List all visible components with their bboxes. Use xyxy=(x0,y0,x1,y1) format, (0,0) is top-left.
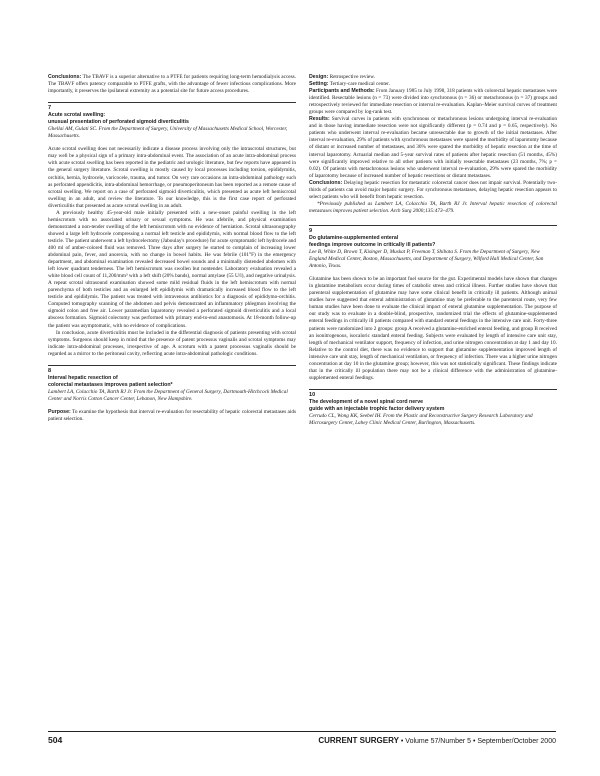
section-7-paragraph-2: A previously healthy 45-year-old male initially presented with a new-onset painful swelling in the left hemiscrotum with no associated urinary or sexual symptoms. He was afebrile, and physical examination demonstrated a non-tender swelling of the left hemiscrotum with no evidence of herniation. Scrotal ultrasonography showed a large left hydrocele compressing a normal left testicle and epididymis, with normal blood flow to the left testicle. The patient underwent a left hydrocelectomy (Jaboulay's procedure) for acute symptomatic left hydrocele and 400 ml of amber-colored fluid was removed. Three days after surgery he started to complain of increasing lower abdominal pain, fever, and anorexia, with no change in bowel habits. He was febrile (101°F) in the emergency department, and abdominal examination revealed decreased bowel sounds and a minimally distended abdomen with left lower quadrant tenderness. The left hemiscrotum was swollen but nontender. Laboratory evaluation revealed a white blood cell count of 11,200/mm³ with a left shift (20% bands), normal amylase (55 U/l), and negative urinalysis. A repeat scrotal ultrasound examination showed some mild residual fluids in the left hemiscrotum with normal parenchyma of both testicles and an enlarged left epididymis with dramatically increased blood flow to the left testicle and epididymis. The patient was treated with intravenous antibiotics for a diagnosis of epididymo-orchitis. Computed tomography scanning of the abdomen and pelvis demonstrated an inflammatory phlegmon involving the sigmoid colon and free air. Lower paramedian laparotomy revealed a perforated sigmoid diverticulitis and a local abscess formation. Sigmoid colectomy was performed with primary end-to-end anastomosis. At 18-month follow-up the patient was asymptomatic, with no evidence of complications. xyxy=(48,209,296,329)
section-9 xyxy=(309,225,557,382)
section-7-title-line-2: unusual presentation of perforated sigmoid diverticulitis xyxy=(48,119,189,126)
journal-info xyxy=(318,736,556,745)
results-label: Results: xyxy=(309,116,330,123)
results-paragraph xyxy=(309,116,557,179)
section-10-title-line-2: guide with an injectable trophic factor delivery system xyxy=(309,405,445,412)
right-column xyxy=(309,74,557,433)
right-conclusions-text: Delaying hepatic resection for metastatic colorectal cancer does not impair survival. Potentially two-thirds of patients can avoid major hepatic surgery. For synchronous metastases, delaying hepatic resection appears to select patients who will benefit from hepatic resection. xyxy=(309,179,558,200)
design-paragraph xyxy=(309,74,557,81)
page-number: 504 xyxy=(48,735,63,745)
section-8-title-line-1: Interval hepatic resection of xyxy=(48,374,118,381)
purpose-text: To examine the hypothesis that interval re-evaluation for resectability of hepatic colorectal metastases aids patient selection. xyxy=(48,408,296,422)
section-9-title-line-2: feedings improve outcome in critically ill patients? xyxy=(309,241,436,248)
section-8-authors: Lambert LA, Colacchio TA, Barth RJ Jr. From the Department of General Surgery, Dartmouth-Hitchcock Medical Center and Norris Cotton Cancer Center, Lebanon, New Hampshire. xyxy=(48,388,288,402)
section-8-purpose xyxy=(48,409,296,423)
footnote: *Previously published as Lambert LA, Colacchio TA, Barth RJ Jr. Interval hepatic resection of colorectal metastases improves patient selection. Arch Surg 2000;135:473–479. xyxy=(309,200,557,214)
page-footer xyxy=(48,731,556,745)
section-9-number: 9 xyxy=(309,227,313,234)
section-10-authors: Cerrudo CL, Wong KK, Seebel IH. From the Plastic and Reconstructive Surgery Research Laboratory and Microsurgery Center, Lahey Clinic Medical Center, Burlington, Massachusetts. xyxy=(309,412,533,427)
section-10 xyxy=(309,389,557,427)
left-column xyxy=(48,74,296,423)
section-9-authors: Lee B, White D, Brown T, Kisinger D, Muskat P, Freeman T, Shibata S. From the Department of Surgery, New England Medical Center, Boston, Massachusetts, and Department of Surgery, Wilford Hall Medical Center, San Antonio, Texas. xyxy=(309,249,544,270)
right-conclusions-label: Conclusions: xyxy=(309,179,343,186)
journal-name: CURRENT SURGERY xyxy=(318,736,399,745)
section-10-title-line-1: The development of a novel spinal cord nerve xyxy=(309,398,424,405)
section-7-paragraph-1: Acute scrotal swelling does not necessarily indicate a disease process involving only the intrascrotal structures, but may well be a physical sign of a primary intra-abdominal event. The association of an acute intra-abdominal process with acute scrotal swelling has been reported in the pediatric and urologic literature, but few reports have appeared in the general surgery literature. Scrotal swelling is mostly caused by local processes including torsion, epididymitis, orchitis, hernia, hydrocele, varicocele, trauma, and tumor. On very rare occasions an intra-abdominal pathology such as perforated appendicitis, intra-abdominal hemorrhage, or pneumoperitoneum has been reported as a remote cause of scrotal swelling. We report on a case of perforated sigmoid diverticulitis, which presented as acute left hemiscrotal swelling in an adult, and review the literature. To our knowledge, this is the first case report of perforated diverticulitis that presented as acute scrotal swelling in an adult. xyxy=(48,146,296,209)
conclusions-text: The TBAVF is a superior alternative to a PTFE for patients requiring long-term hemodialysis access. The TBAVF offers patency comparable to PTFE grafts, with the advantage of fewer infectious complications. More importantly, it preserves the ipsilateral extremity as a potential site for future access procedures. xyxy=(48,74,297,95)
conclusions-paragraph xyxy=(48,74,296,95)
participants-methods-label: Participants and Methods: xyxy=(309,88,375,95)
participants-methods-text: From January 1985 to July 1998, 318 patients with colorectal hepatic metastases were identified. Resectable lesions (n = 73) were divided into synchronous (n = 36) or metachronous (n = 37) groups and retrospectively reviewed for immediate resection or interval re-evaluation. Kaplan–Meier survival curves of treatment groups were compared by log-rank test. xyxy=(309,88,557,116)
right-conclusions-paragraph xyxy=(309,180,557,201)
section-8 xyxy=(48,365,296,423)
setting-label: Setting: xyxy=(309,81,329,88)
results-text: Survival curves in patients with synchronous or metachronous lesions undergoing interval re-evaluation and in those having immediate resection were not significantly different (p = 0.74 and p = 0.65, respectively). No patients who underwent interval re-evaluation became unresectable due to growth of the initial metastases. After interval re-evaluation, 29% of patients with synchronous metastases were spared the morbidity of laparotomy because of distant or increased number of metastases, and 36% were spared the morbidity of hepatic resection at the time of interval laparotomy. Actuarial median and 5-year survival rates of patients after hepatic resection (51 months, 45%) were significantly improved relative to all other patients with initially resectable metastases (23 months, 7%; p = 0.02). Of patients with metachronous lesions who underwent interval re-evaluation, 29% were spared the morbidity of laparotomy because of increased number of hepatic resections or distant metastases. xyxy=(309,116,558,179)
purpose-label: Purpose: xyxy=(48,408,71,415)
conclusions-label: Conclusions: xyxy=(48,74,82,80)
section-9-title-line-1: Do glutamine-supplemented enteral xyxy=(309,234,399,241)
design-label: Design: xyxy=(309,74,329,80)
section-8-title-line-2: colorectal metastases improves patient selection* xyxy=(48,381,173,388)
section-7-number: 7 xyxy=(48,105,52,112)
section-8-number: 8 xyxy=(48,367,52,374)
setting-text: Tertiary-care medical center. xyxy=(329,81,390,88)
section-7-paragraph-3: In conclusion, acute diverticulitis must be included in the differential diagnosis of patients presenting with scrotal symptoms. Surgeons should keep in mind that the presence of patent processus vaginalis and scrotal symptoms may indicate intra-abdominal processes, irrespective of age. A scrotum with a patent processus vaginalis should be regarded as a mirror to the peritoneal cavity, reflecting acute intra-abdominal pathologic conditions. xyxy=(48,329,296,357)
section-7 xyxy=(48,102,296,358)
section-9-paragraph-1: Glutamine has been shown to be an important fuel source for the gut. Experimental models have shown that changes in glutamine metabolism occur during times of catabolic stress and critical illness. Further studies have shown that parenteral supplementation of glutamine may have some clinical benefit in critically ill patients. Although animal studies have suggested that enteral administration of glutamine may be preferable to the parenteral route, very few human studies have been done to evaluate the clinical impact of enteral glutamine supplementation. The purpose of our study was to evaluate in a double-blind, prospective, randomized trial the effects of glutamine-supplemented enteral feedings in critically ill patients compared with standard enteral feedings in the intensive care unit. Forty-three patients were randomized into 2 groups: group A received a glutamine-enriched enteral feeding, and group B received an isonitrogenous, isocaloric standard enteral feeding. Subjects were evaluated by length of intensive care unit stay, length of mechanical ventilator support, frequency of infection, and urine nitrogen concentration at day 1 and day 10. Relative to the control diet, there was no evidence to support that glutamine supplementation improved length of intensive care unit stay, length of mechanical ventilation, or frequency of infection. There was a higher urine nitrogen concentration at day 10 in the glutamine group; however, this was not statistically significant. These findings indicate that in the critically ill population there may not be a clinical difference with the administration of glutamine-supplemented enteral feedings. xyxy=(309,276,557,381)
section-10-number: 10 xyxy=(309,391,316,398)
section-7-title-line-1: Acute scrotal swelling: xyxy=(48,112,106,119)
setting-paragraph xyxy=(309,81,557,88)
participants-methods-paragraph xyxy=(309,88,557,116)
section-7-authors: Ghellai AM, Gulati SC. From the Department of Surgery, University of Massachusetts Medical School, Worcester, Massachusetts. xyxy=(48,126,288,140)
issue-info: • Volume 57/Number 5 • September/October 2000 xyxy=(400,738,556,745)
design-text: Retrospective review. xyxy=(329,74,376,80)
